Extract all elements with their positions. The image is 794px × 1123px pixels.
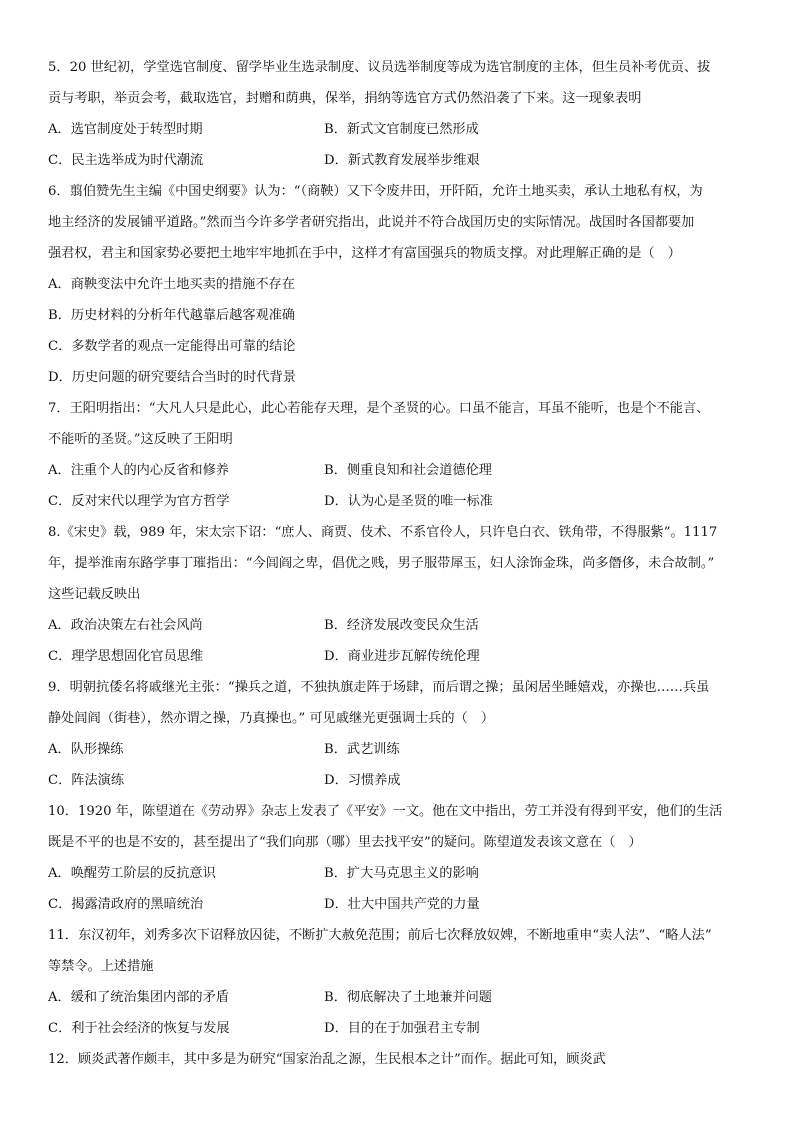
- option-b[interactable]: B．扩大马克思主义的影响: [324, 866, 479, 881]
- option-list: [48, 114, 760, 176]
- option-a[interactable]: A．队形操练: [48, 742, 124, 757]
- question-7: [48, 393, 760, 517]
- option-list: [48, 455, 760, 517]
- question-stem-line: 9．明朝抗倭名将戚继光主张：“操兵之道，不独执旗走阵于场肆，而后谓之操；虽闲居坐睡嬉戏，亦操也……兵虽: [48, 680, 710, 695]
- option-d[interactable]: D．目的在于加强君主专制: [324, 1021, 480, 1036]
- option-c[interactable]: C．多数学者的观点一定能得出可靠的结论: [48, 339, 296, 354]
- question-11: [48, 920, 760, 1044]
- question-stem-line: 6．翦伯赞先生主编《中国史纲要》认为：“（商鞅）又下令废井田，开阡陌，允许土地买卖，承认土地私有权，为: [48, 184, 703, 199]
- option-b[interactable]: B．经济发展改变民众生活: [324, 618, 479, 633]
- question-stem-line: 11．东汉初年，刘秀多次下诏释放囚徒，不断扩大赦免范围；前后七次释放奴婢，不断地重申“卖人法”、“略人法”: [48, 928, 712, 943]
- question-6: [48, 176, 760, 393]
- option-list: [48, 982, 760, 1044]
- question-stem-line: 10．1920 年，陈望道在《劳动界》杂志上发表了《平安》一文。他在文中指出，劳工并没有得到平安，他们的生活: [48, 804, 723, 819]
- option-list: [48, 858, 760, 920]
- option-a[interactable]: A．唤醒劳工阶层的反抗意识: [48, 866, 216, 881]
- question-stem-line: 年，提举淮南东路学事丁璀指出：“今闾阎之卑，倡优之贱，男子服带犀玉，妇人涂饰金珠，尚多僭侈，未合故制。”: [48, 556, 715, 571]
- question-stem-line: 5．20 世纪初，学堂选官制度、留学毕业生选录制度、议员选举制度等成为选官制度的主体，但生员补考优贡、拔: [48, 60, 711, 75]
- question-8: [48, 517, 760, 672]
- question-5: [48, 52, 760, 176]
- option-c[interactable]: C．反对宋代以理学为官方哲学: [48, 494, 230, 509]
- question-stem-line: 既是不平的也是不安的，甚至提出了“我们向那（哪）里去找平安”的疑问。陈望道发表该文意在（ ）: [48, 835, 642, 850]
- question-stem-line: 12．顾炎武著作颇丰，其中多是为研究“国家治乱之源，生民根本之计”而作。据此可知，顾炎武: [48, 1052, 606, 1067]
- option-a[interactable]: A．政治决策左右社会风尚: [48, 618, 203, 633]
- option-c[interactable]: C．民主选举成为时代潮流: [48, 153, 204, 168]
- option-a[interactable]: A．缓和了统治集团内部的矛盾: [48, 990, 229, 1005]
- option-b[interactable]: B．历史材料的分析年代越靠后越客观准确: [48, 308, 296, 323]
- question-stem-line: 不能听的圣贤。”这反映了王阳明: [48, 432, 233, 447]
- option-c[interactable]: C．揭露清政府的黑暗统治: [48, 897, 204, 912]
- question-stem-line: 强君权，君主和国家势必要把土地牢牢地抓在手中，这样才有富国强兵的物质支撑。对此理解正确的是（ ）: [48, 246, 681, 261]
- option-c[interactable]: C．利于社会经济的恢复与发展: [48, 1021, 230, 1036]
- question-10: [48, 796, 760, 920]
- option-a[interactable]: A．商鞅变法中允许土地买卖的措施不存在: [48, 277, 295, 292]
- option-d[interactable]: D．新式教育发展举步维艰: [324, 153, 480, 168]
- option-c[interactable]: C．阵法演练: [48, 773, 125, 788]
- option-a[interactable]: A．选官制度处于转型时期: [48, 122, 203, 137]
- question-stem-line: 等禁令。上述措施: [48, 959, 154, 974]
- option-b[interactable]: B．武艺训练: [324, 742, 400, 757]
- question-stem-line: 地主经济的发展铺平道路。”然而当今许多学者研究指出，此说并不符合战国历史的实际情况。战国时各国都要加: [48, 215, 695, 230]
- option-d[interactable]: D．历史问题的研究要结合当时的时代背景: [48, 370, 296, 385]
- option-c[interactable]: C．理学思想固化官员思维: [48, 649, 204, 664]
- option-d[interactable]: D．商业进步瓦解传统伦理: [324, 649, 480, 664]
- exam-page: [48, 52, 760, 1075]
- option-d[interactable]: D．认为心是圣贤的唯一标准: [324, 494, 493, 509]
- option-list: [48, 610, 760, 672]
- question-stem-line: 8.《宋史》载，989 年，宋太宗下诏：“庶人、商贾、伎术、不系官伶人，只许皂白衣、铁角带，不得服紫”。1117: [48, 525, 718, 540]
- question-9: [48, 672, 760, 796]
- question-stem-line: 这些记载反映出: [48, 587, 141, 602]
- option-b[interactable]: B．侧重良知和社会道德伦理: [324, 463, 492, 478]
- question-12: [48, 1044, 760, 1075]
- option-d[interactable]: D．习惯养成: [324, 773, 401, 788]
- option-d[interactable]: D．壮大中国共产党的力量: [324, 897, 480, 912]
- option-list: [48, 269, 760, 393]
- option-list: [48, 734, 760, 796]
- question-stem-line: 7．王阳明指出：“大凡人只是此心，此心若能存天理，是个圣贤的心。口虽不能言，耳虽不能听，也是个不能言、: [48, 401, 710, 416]
- question-stem-line: 静处闾阎（街巷），然亦谓之操，乃真操也。” 可见戚继光更强调士兵的（ ）: [48, 711, 495, 726]
- option-b[interactable]: B．新式文官制度已然形成: [324, 122, 479, 137]
- option-b[interactable]: B．彻底解决了土地兼并问题: [324, 990, 492, 1005]
- question-stem-line: 贡与考职，举贡会考，截取选官，封赠和荫典，保举，捐纳等选官方式仍然沿袭了下来。这一现象表明: [48, 91, 642, 106]
- option-a[interactable]: A．注重个人的内心反省和修养: [48, 463, 229, 478]
